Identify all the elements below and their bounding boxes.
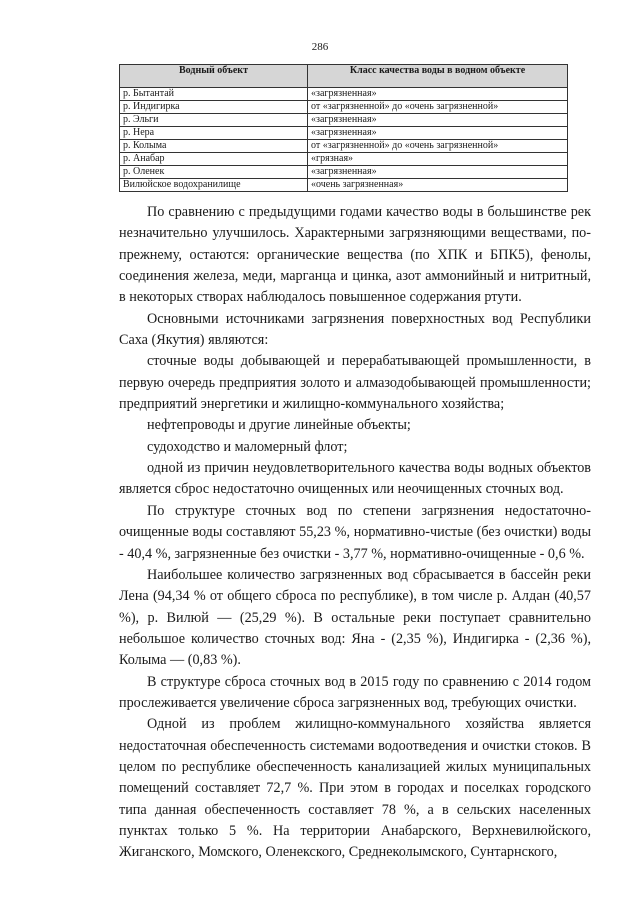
table-row [120,114,568,127]
table-cell-water-object: р. Анабар [120,153,308,166]
paragraph-sewerage-coverage: Одной из проблем жилищно-коммунального хозяйства является недостаточная обеспеченность системами водоотведения и очистки стоков. В целом по республике обеспеченность канализацией жилых муниципальных помещений составляет 72,7 %. При этом в городах и поселках городского типа данная обеспеченность составляет 78 %, а в сельских населенных пунктах только 5 %. На территории Анабарского, Верхневилюйского, Жиганского, Момского, Оленекского, Среднеколымского, Сунтарнского, [119,716,591,861]
table-row [120,88,568,101]
table-cell-water-object: р. Нера [120,127,308,140]
table-cell-quality-class: «загрязненная» [308,127,568,140]
table-cell-quality-class: «загрязненная» [308,166,568,179]
table-cell-water-object: р. Эльги [120,114,308,127]
table-cell-water-object: Вилюйское водохранилище [120,179,308,192]
paragraph-wastewater-structure: По структуре сточных вод по степени загрязнения недостаточно-очищенные воды составляют 55,23 %, нормативно-чистые (без очистки) воды - 40,4 %, загрязненные без очистки - 3,77 %, нормативно-очищенные - 0,6 %. [119,502,591,562]
paragraph-pollution-sources-intro: Основными источниками загрязнения поверхностных вод Республики Саха (Якутия) являются: [119,310,591,349]
paragraph-basin-discharge: Наибольшее количество загрязненных вод сбрасывается в бассейн реки Лена (94,34 % от общего сброса по республике), в том числе р. Алдан (40,57 %), р. Вилюй — (25,29 %). В остальные реки поступает сравнительно небольшое количество сточных вод: Яна - (2,35 %), Индигирка - (2,36 %), Колыма — (0,83 %). [119,566,591,669]
table-cell-quality-class: «очень загрязненная» [308,179,568,192]
table-cell-quality-class: «грязная» [308,153,568,166]
table-cell-water-object: р. Бытантай [120,88,308,101]
table-header-quality-class: Класс качества воды в водном объекте [308,65,568,88]
paragraph-discharge-trend: В структуре сброса сточных вод в 2015 году по сравнению с 2014 годом прослеживается увеличение сброса загрязненных вод, требующих очистки. [119,673,591,711]
list-item-untreated-discharge: одной из причин неудовлетворительного качества воды водных объектов является сброс недостаточно очищенных или неочищенных сточных вод. [119,460,591,498]
table-row [120,153,568,166]
list-item-industrial-wastewater: сточные воды добывающей и перерабатывающей промышленности, в первую очередь предприятия золото и алмазодобывающей промышленности; предприятий энергетики и жилищно-коммунального хозяйства; [119,353,591,413]
table-cell-quality-class: от «загрязненной» до «очень загрязненной» [308,101,568,114]
table-row [120,127,568,140]
table-header-water-object: Водный объект [120,65,308,88]
table-cell-quality-class: от «загрязненной» до «очень загрязненной» [308,140,568,153]
table-cell-water-object: р. Колыма [120,140,308,153]
table-cell-quality-class: «загрязненная» [308,114,568,127]
table-cell-water-object: р. Индигирка [120,101,308,114]
list-item-pipelines: нефтепроводы и другие линейные объекты; [147,417,411,434]
paragraph-water-quality-trend: По сравнению с предыдущими годами качество воды в большинстве рек незначительно улучшилось. Характерными загрязняющими веществами, по-прежнему, остаются: органические вещества (по ХПК и БПК5), фенолы, соединения железа, меди, марганца и цинка, азот аммонийный и нитритный, в некоторых створах наблюдалось повышенное содержания ртути. [119,204,591,306]
list-item-shipping: судоходство и маломерный флот; [147,438,348,455]
table-cell-quality-class: «загрязненная» [308,88,568,101]
body-text [119,202,591,864]
table-row [120,140,568,153]
table-row [120,166,568,179]
page-number: 286 [311,41,329,53]
table-cell-water-object: р. Оленек [120,166,308,179]
water-quality-table [119,64,568,192]
table-header-row [120,65,568,88]
table-row [120,101,568,114]
table-row [120,179,568,192]
